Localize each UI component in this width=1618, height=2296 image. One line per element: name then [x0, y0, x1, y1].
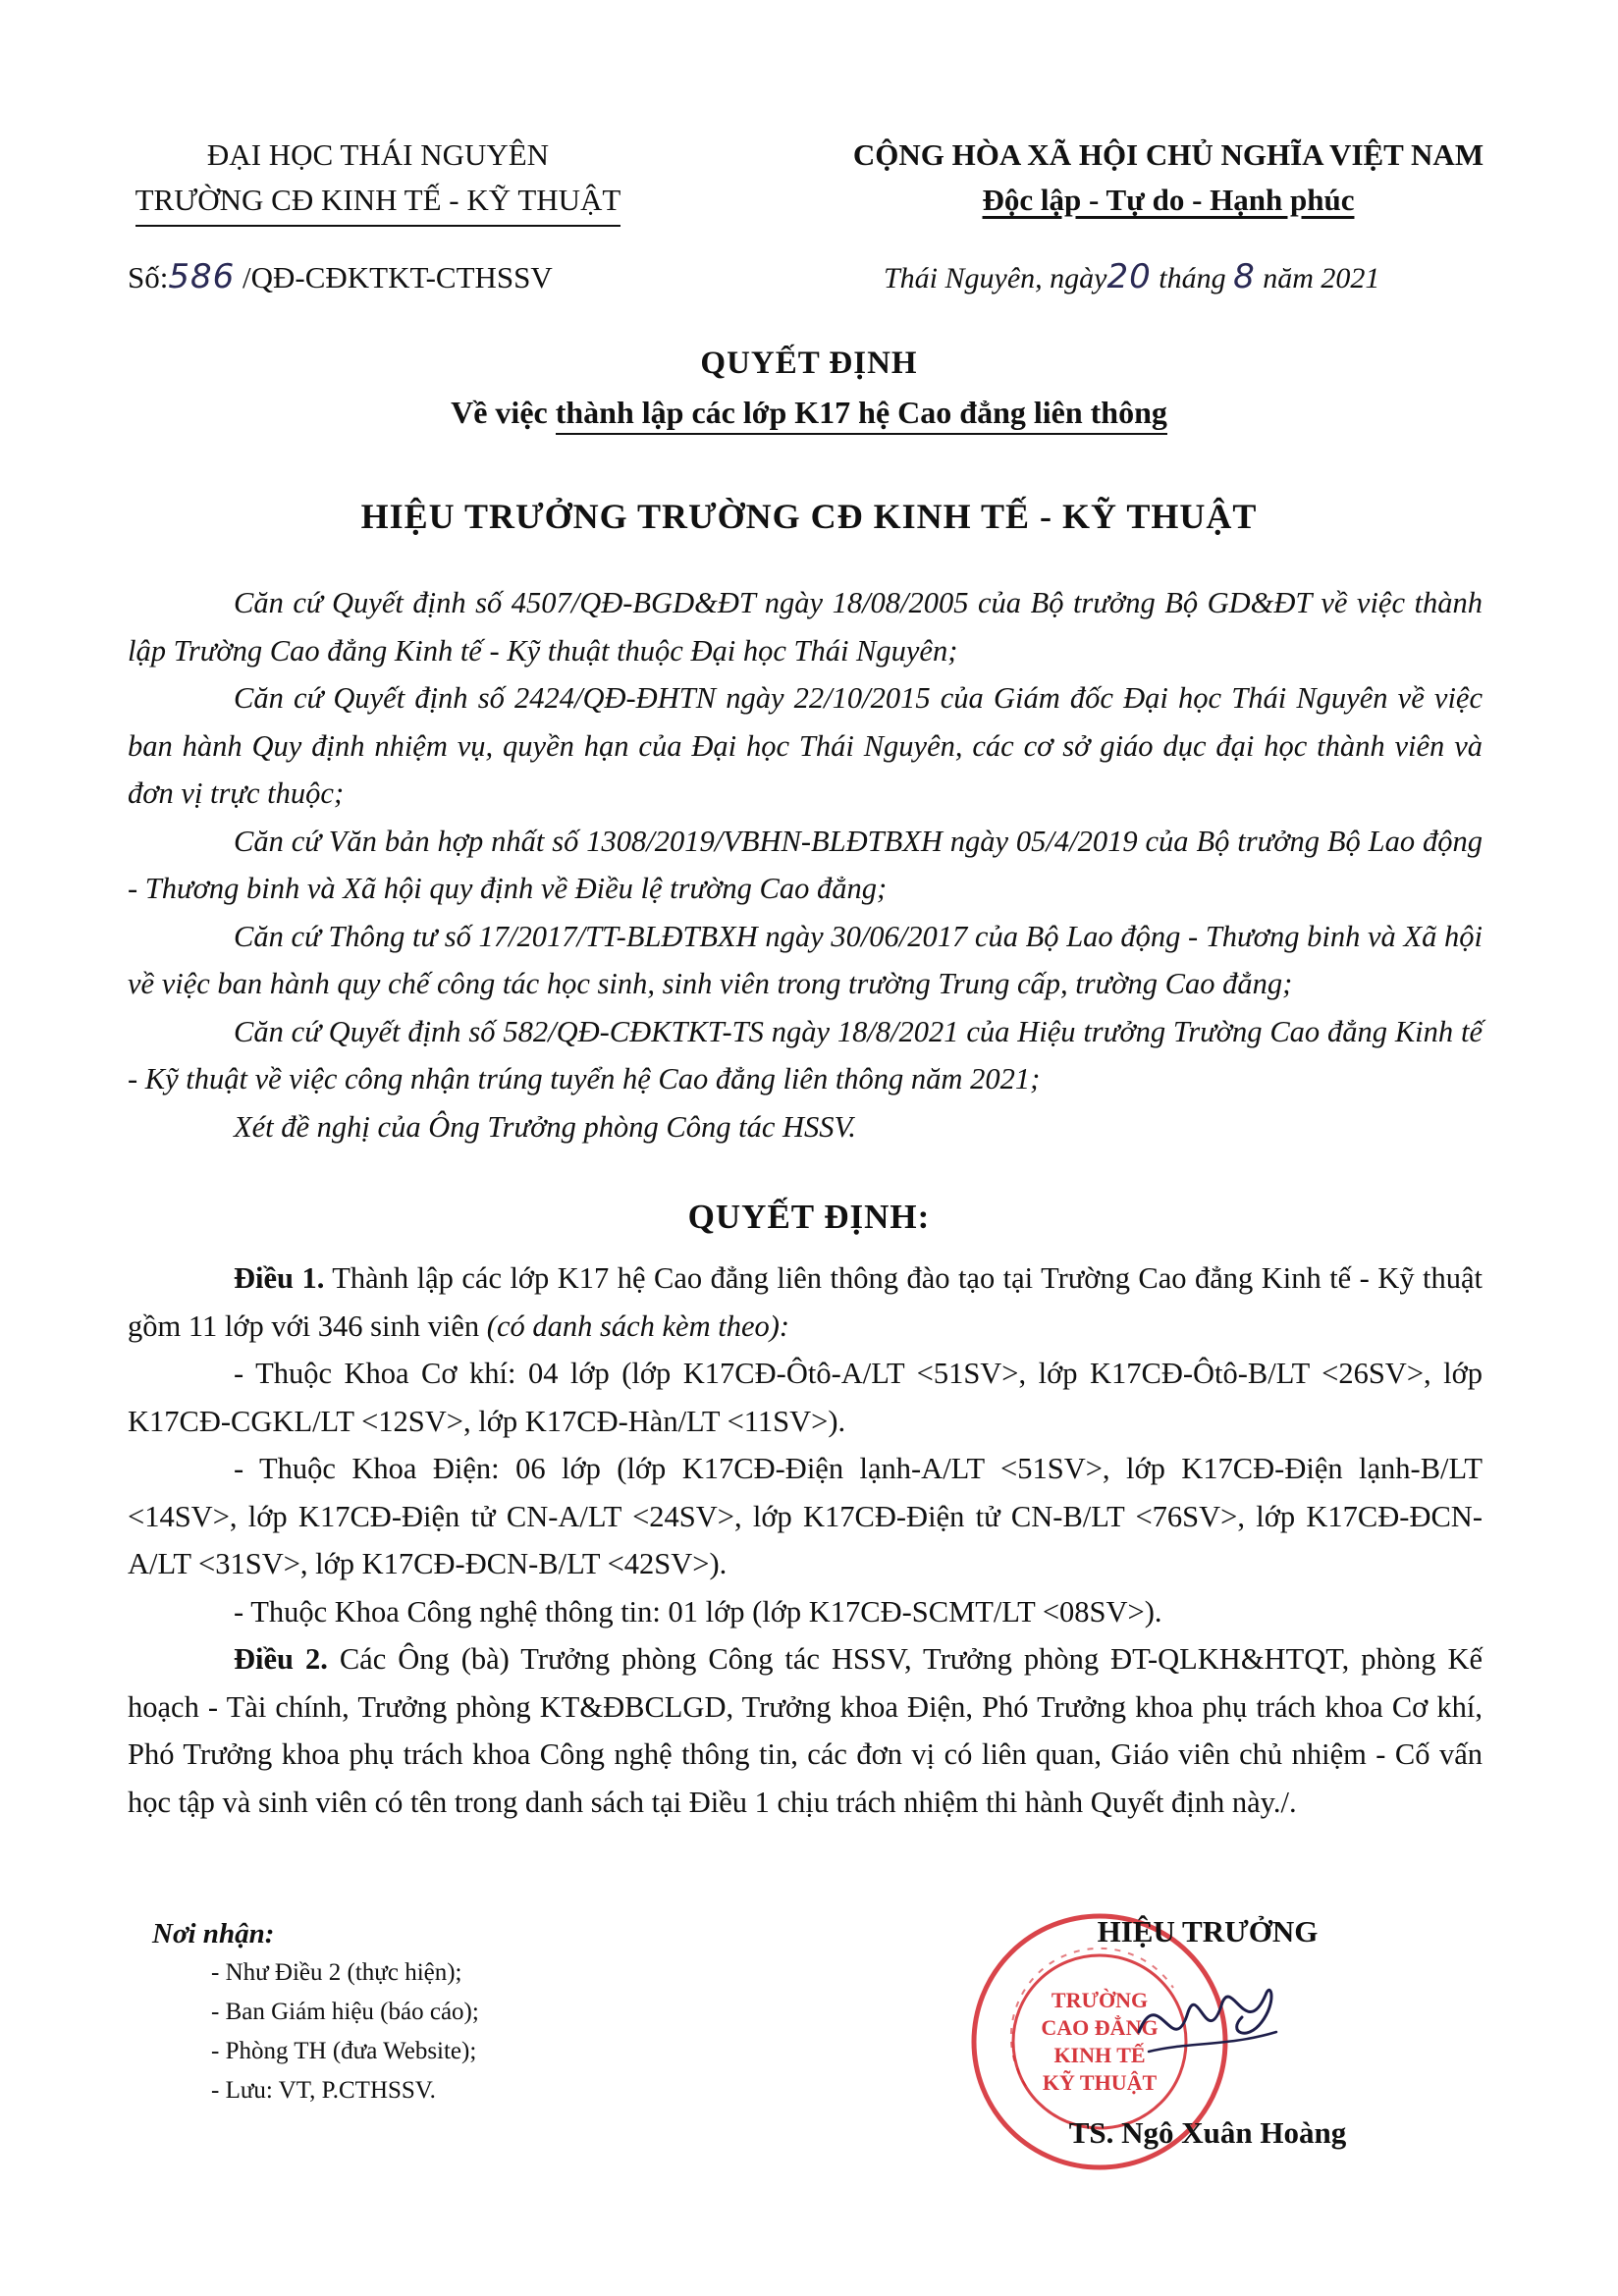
stamp-text-line: KINH TẾ: [1053, 2043, 1146, 2067]
handwritten-signature: [1129, 1963, 1286, 2071]
decision-heading: QUYẾT ĐỊNH:: [687, 1198, 931, 1236]
article-2: Điều 2. Các Ông (bà) Trưởng phòng Công tác HSSV, Trưởng phòng ĐT-QLKH&HTQT, phòng Kế hoạch - Tài chính, Trưởng phòng KT&ĐBCLGD, Trưởng khoa Điện, Phó Trưởng khoa phụ trách khoa Cơ khí, Phó Trưởng khoa phụ trách khoa Công nghệ thông tin, các đơn vị có liên quan, Giáo viên chủ nhiệm - Cố vấn học tập và sinh viên có tên trong danh sách tại Điều 1 chịu trách nhiệm thi hành Quyết định này./.: [128, 1642, 1483, 1819]
issuer-header: [88, 133, 668, 227]
issuer-name: TRƯỜNG CĐ KINH TẾ - KỸ THUẬT: [88, 178, 668, 227]
stamp-text-line: CAO ĐẲNG: [1041, 2015, 1159, 2040]
recipient-item: - Ban Giám hiệu (báo cáo);: [211, 1999, 479, 2025]
stamp-text-line: KỸ THUẬT: [1042, 2070, 1158, 2095]
legal-bases: [128, 579, 1483, 1150]
stamp-text-line: TRƯỜNG: [1051, 1988, 1149, 2012]
recipients: [152, 1914, 479, 2110]
recipient-item: - Phòng TH (đưa Website);: [211, 2038, 477, 2064]
country-name: CỘNG HÒA XÃ HỘI CHỦ NGHĨA VIỆT NAM: [852, 137, 1484, 172]
handwritten-day: 20: [1106, 257, 1152, 296]
articles: [128, 1255, 1483, 1826]
handwritten-number: 586: [168, 257, 236, 296]
article-1-item: - Thuộc Khoa Cơ khí: 04 lớp (lớp K17CĐ-Ôtô-A/LT <51SV>, lớp K17CĐ-Ôtô-B/LT <26SV>, lớp K17CĐ-CGKL/LT <12SV>, lớp K17CĐ-Hàn/LT <11SV>).: [128, 1357, 1483, 1438]
national-header: [805, 133, 1532, 223]
signer-name: TS. Ngô Xuân Hoàng: [1068, 2115, 1347, 2150]
recipients-heading: Nơi nhận:: [152, 1918, 275, 1949]
basis-item: Xét đề nghị của Ông Trưởng phòng Công tác HSSV.: [234, 1109, 856, 1144]
document-date: Thái Nguyên, ngày20 tháng 8 năm 2021: [884, 257, 1380, 296]
signer-title: HIỆU TRƯỞNG: [1097, 1914, 1319, 1949]
basis-item: Căn cứ Quyết định số 4507/QĐ-BGD&ĐT ngày 18/08/2005 của Bộ trưởng Bộ GD&ĐT về việc thành lập Trường Cao đẳng Kinh tế - Kỹ thuật thuộc Đại học Thái Nguyên;: [128, 586, 1483, 667]
handwritten-month: 8: [1233, 257, 1256, 296]
issuing-authority: HIỆU TRƯỞNG TRƯỜNG CĐ KINH TẾ - KỸ THUẬT: [360, 497, 1258, 536]
recipient-item: - Như Điều 2 (thực hiện);: [211, 1959, 462, 1986]
article-1-item: - Thuộc Khoa Công nghệ thông tin: 01 lớp (lớp K17CĐ-SCMT/LT <08SV>).: [234, 1594, 1162, 1629]
article-1-item: - Thuộc Khoa Điện: 06 lớp (lớp K17CĐ-Điện lạnh-A/LT <51SV>, lớp K17CĐ-Điện lạnh-B/LT <14SV>, lớp K17CĐ-Điện tử CN-A/LT <24SV>, lớp K17CĐ-Điện tử CN-B/LT <76SV>, lớp K17CĐ-ĐCN-A/LT <31SV>, lớp K17CĐ-ĐCN-B/LT <42SV>).: [128, 1452, 1483, 1580]
recipient-item: - Lưu: VT, P.CTHSSV.: [211, 2077, 436, 2104]
national-motto: Độc lập - Tự do - Hạnh phúc: [982, 183, 1355, 217]
document-number: Số:586 /QĐ-CĐKTKT-CTHSSV: [128, 257, 553, 296]
basis-item: Căn cứ Văn bản hợp nhất số 1308/2019/VBHN-BLĐTBXH ngày 05/4/2019 của Bộ trưởng Bộ Lao động - Thương binh và Xã hội quy định về Điều lệ trường Cao đẳng;: [128, 824, 1483, 905]
basis-item: Căn cứ Quyết định số 2424/QĐ-ĐHTN ngày 22/10/2015 của Giám đốc Đại học Thái Nguyên về việc ban hành Quy định nhiệm vụ, quyền hạn của Đại học Thái Nguyên, các cơ sở giáo dục đại học thành viên và đơn vị trực thuộc;: [128, 681, 1483, 810]
article-1: Điều 1. Thành lập các lớp K17 hệ Cao đẳng liên thông đào tạo tại Trường Cao đẳng Kinh tế - Kỹ thuật gồm 11 lớp với 346 sinh viên (có danh sách kèm theo):: [128, 1261, 1483, 1343]
issuer-parent: ĐẠI HỌC THÁI NGUYÊN: [206, 137, 550, 172]
document-subject: Về việc thành lập các lớp K17 hệ Cao đẳng liên thông: [0, 395, 1618, 431]
basis-item: Căn cứ Quyết định số 582/QĐ-CĐKTKT-TS ngày 18/8/2021 của Hiệu trưởng Trường Cao đẳng Kinh tế - Kỹ thuật về việc công nhận trúng tuyển hệ Cao đẳng liên thông năm 2021;: [128, 1014, 1483, 1095]
document-title: QUYẾT ĐỊNH: [700, 346, 918, 381]
basis-item: Căn cứ Thông tư số 17/2017/TT-BLĐTBXH ngày 30/06/2017 của Bộ Lao động - Thương binh và Xã hội về việc ban hành quy chế công tác học sinh, sinh viên trong trường Trung cấp, trường Cao đẳng;: [128, 919, 1483, 1000]
